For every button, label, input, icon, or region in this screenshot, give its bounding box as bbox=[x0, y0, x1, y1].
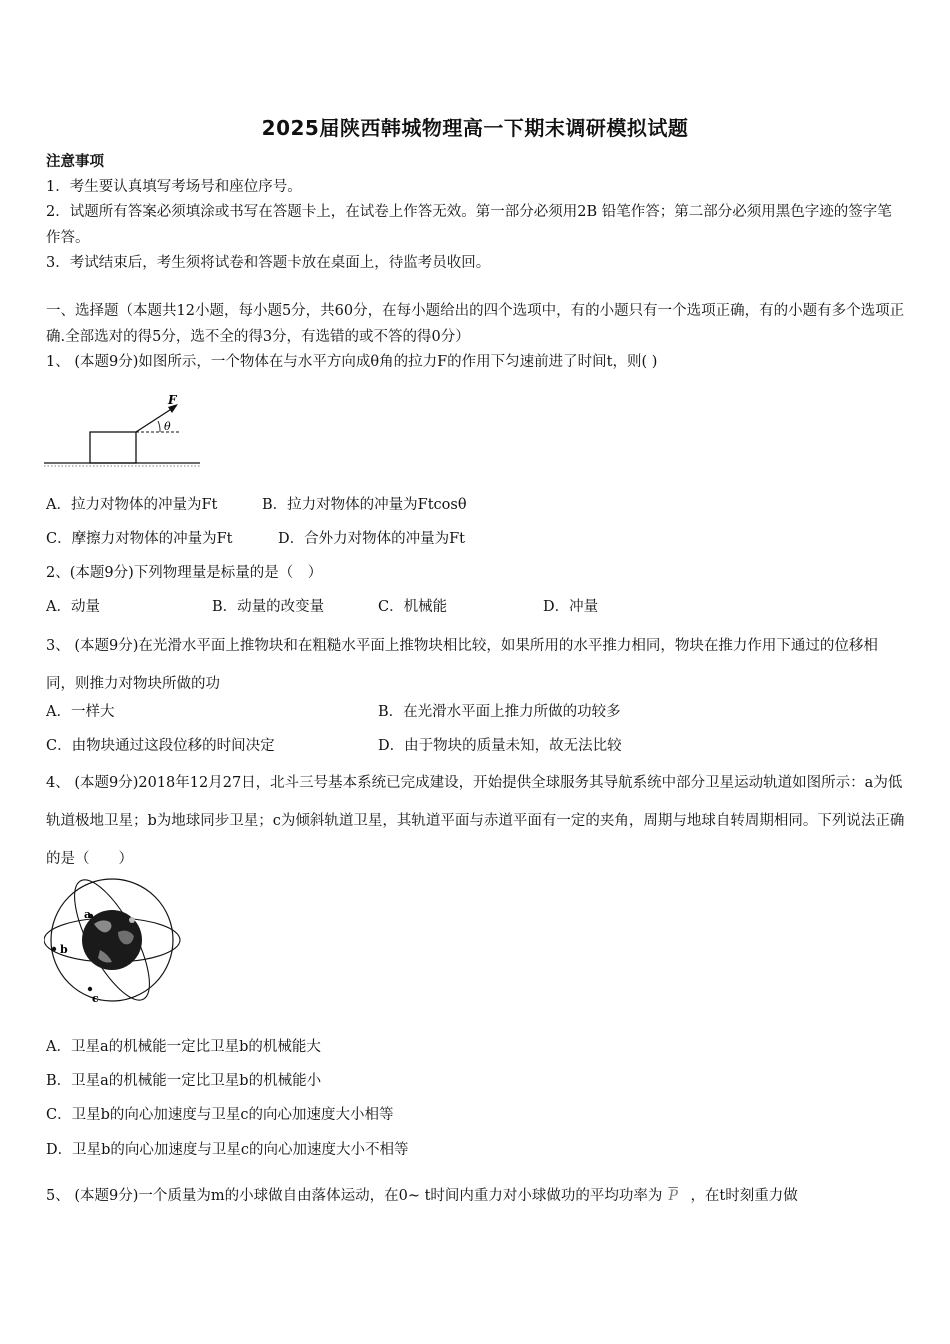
q1-option-b[interactable]: B．拉力对物体的冲量为Ftcosθ bbox=[262, 497, 467, 513]
q4-option-a[interactable]: A．卫星a的机械能一定比卫星b的机械能大 bbox=[46, 1039, 321, 1055]
q4-option-b[interactable]: B．卫星a的机械能一定比卫星b的机械能小 bbox=[46, 1073, 322, 1089]
question-5-stem bbox=[46, 1186, 798, 1206]
q2-option-a[interactable]: A．动量 bbox=[46, 599, 100, 615]
q2-option-c[interactable]: C．机械能 bbox=[378, 599, 448, 615]
q3-option-c[interactable]: C．由物块通过这段位移的时间决定 bbox=[46, 738, 275, 754]
q1-option-c[interactable]: C．摩擦力对物体的冲量为Ft bbox=[46, 531, 233, 547]
label-force: F bbox=[168, 394, 177, 407]
q3-option-b[interactable]: B．在光滑水平面上推力所做的功较多 bbox=[378, 704, 621, 720]
label-theta: θ bbox=[164, 420, 171, 433]
satellite-orbit-diagram bbox=[44, 876, 184, 1006]
section-heading: 一、选择题（本题共12小题，每小题5分，共60分，在每小题给出的四个选项中，有的小题只有一个选项正确，有的小题有多个选项正确.全部选对的得5分，选不全的得3分，有选错的或不答的得0分） bbox=[46, 303, 905, 345]
question-1-stem: 1、 (本题9分)如图所示，一个物体在与水平方向成θ角的拉力F的作用下匀速前进了时间t，则( ) bbox=[46, 354, 658, 370]
label-b: b bbox=[60, 943, 68, 956]
notice-item-3: 3．考试结束后，考生须将试卷和答题卡放在桌面上，待监考员收回。 bbox=[46, 255, 491, 271]
notice-heading: 注意事项 bbox=[46, 153, 104, 170]
q4-option-c[interactable]: C．卫星b的向心加速度与卫星c的向心加速度大小相等 bbox=[46, 1107, 394, 1123]
q3-option-d[interactable]: D．由于物块的质量未知，故无法比较 bbox=[378, 738, 622, 754]
question-2-stem: 2、(本题9分)下列物理量是标量的是（ ） bbox=[46, 565, 323, 581]
notice-item-2: 2．试题所有答案必须填涂或书写在答题卡上，在试卷上作答无效。第一部分必须用2B 铅笔作答；第二部分必须用黑色字迹的签字笔作答。 bbox=[46, 204, 892, 246]
q1-option-a[interactable]: A．拉力对物体的冲量为Ft bbox=[46, 497, 218, 513]
notice-item-1: 1．考生要认真填写考场号和座位序号。 bbox=[46, 179, 302, 195]
q5-stem-part2: ，在t时刻重力做 bbox=[690, 1188, 798, 1204]
q5-stem-part1: 5、 (本题9分)一个质量为m的小球做自由落体运动，在0~ t时间内重力对小球做功的平均功率为 bbox=[46, 1188, 663, 1204]
q2-option-b[interactable]: B．动量的改变量 bbox=[212, 599, 325, 615]
q3-option-a[interactable]: A．一样大 bbox=[46, 704, 115, 720]
q1-option-d[interactable]: D．合外力对物体的冲量为Ft bbox=[278, 531, 466, 547]
label-c: c bbox=[92, 992, 99, 1005]
block-force-diagram bbox=[44, 394, 204, 474]
avg-power-letter: $\overline{P}$ bbox=[668, 1188, 678, 1204]
q4-option-d[interactable]: D．卫星b的向心加速度与卫星c的向心加速度大小不相等 bbox=[46, 1142, 409, 1158]
label-a: a bbox=[84, 908, 92, 921]
question-4-stem: 4、 (本题9分)2018年12月27日，北斗三号基本系统已完成建设，开始提供全球服务其导航系统中部分卫星运动轨道如图所示：a为低轨道极地卫星；b为地球同步卫星；c为倾斜轨道卫星，其轨道平面与赤道平面有一定的夹角，周期与地球自转周期相同。下列说法正确的是（ ） bbox=[46, 775, 905, 867]
question-3-stem: 3、 (本题9分)在光滑水平面上推物块和在粗糙水平面上推物块相比较，如果所用的水平推力相同，物块在推力作用下通过的位移相同，则推力对物块所做的功 bbox=[46, 638, 878, 692]
q2-option-d[interactable]: D．冲量 bbox=[543, 599, 599, 615]
page-title: 2025届陕西韩城物理高一下期末调研模拟试题 bbox=[261, 116, 689, 140]
